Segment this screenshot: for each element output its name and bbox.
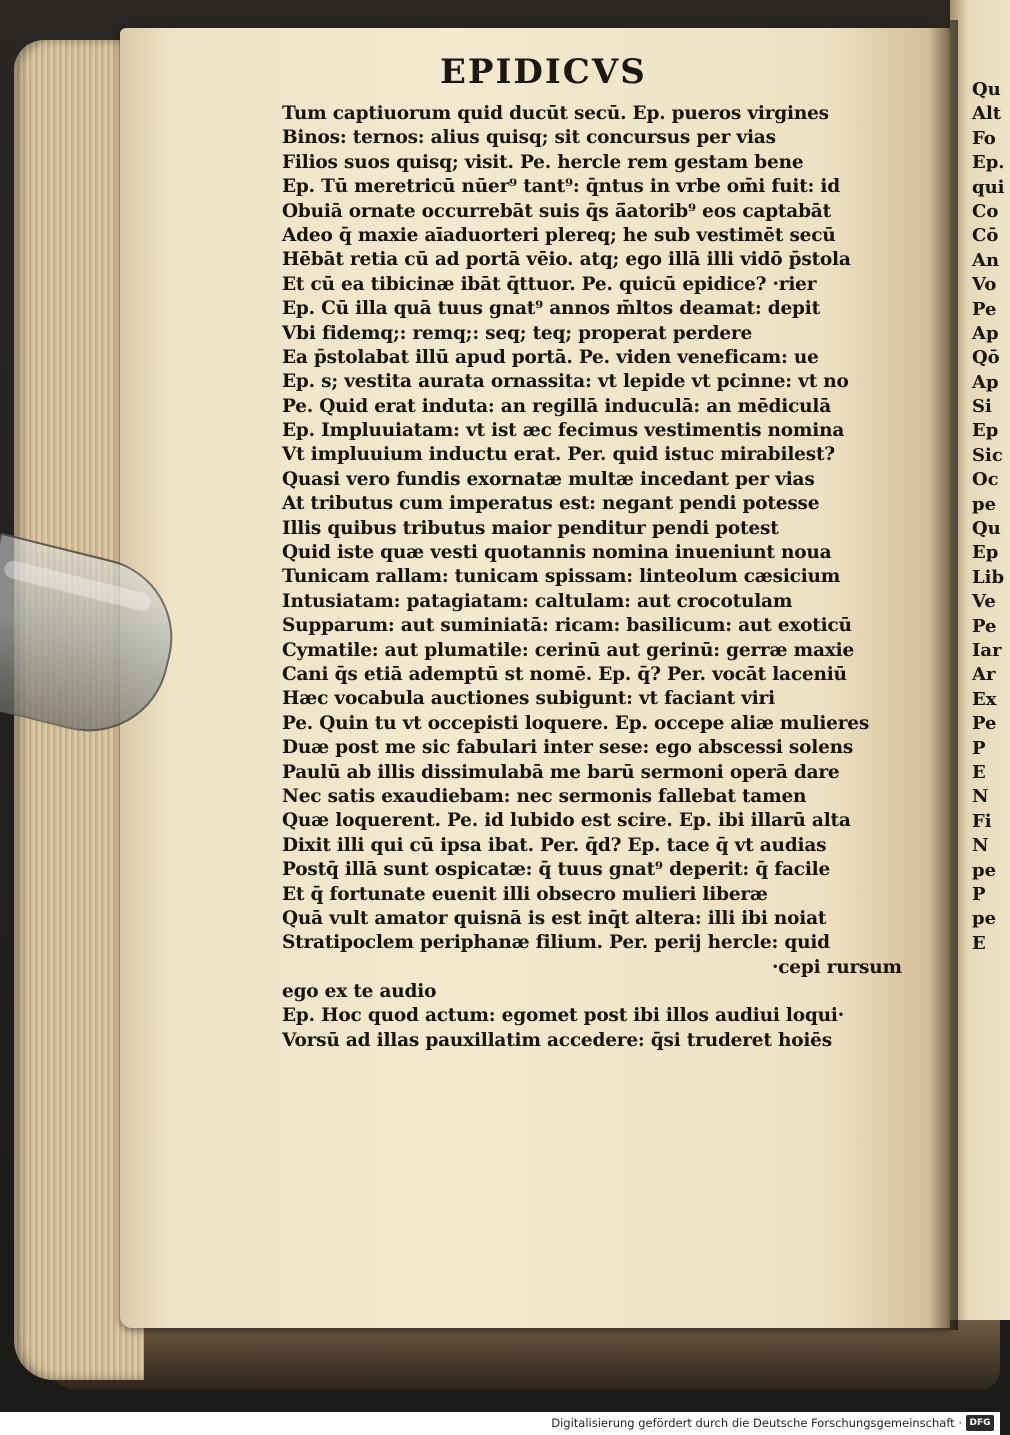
right-page-fragment: pe	[972, 493, 997, 515]
text-line: Vt impluuium inductu erat. Per. quid istuc mirabilest?	[282, 444, 835, 466]
text-line: Quā vult amator quisnā is est inq̄t altera: illi ibi noiat	[282, 907, 827, 929]
right-page-fragment: Sic	[972, 444, 1003, 466]
right-page-fragment: P	[972, 883, 986, 905]
text-line: Cani q̄s etiā ademptū st nomē. Ep. q̄? Per. vocāt laceniū	[282, 663, 847, 685]
text-line: Quæ loquerent. Pe. id lubido est scire. Ep. ibi illarū alta	[282, 810, 851, 832]
text-line: Tunicam rallam: tunicam spissam: linteolum cæsicium	[282, 566, 841, 588]
text-line: Ep. Hoc quod actum: egomet post ibi illos audiui loqui·	[282, 1005, 844, 1027]
text-line: Supparum: aut suminiatā: ricam: basilicum: aut exoticū	[282, 615, 852, 637]
book-bottom-edge	[40, 1320, 1000, 1390]
dfg-logo: DFG	[966, 1415, 994, 1431]
right-page-fragment: E	[972, 932, 986, 954]
right-page-fragment: Ep.	[972, 152, 1005, 174]
text-line: Postq̄ illā sunt ospicatæ: q̄ tuus gnat⁹ deperit: q̄ facile	[282, 859, 831, 881]
text-line: Obuiā ornate occurrebāt suis q̄s ā̄atorib⁹ eos captabāt	[282, 200, 831, 222]
right-page-fragment: Ex	[972, 688, 997, 710]
text-line: Duæ post me sic fabulari inter sese: ego abscessi solens	[282, 737, 854, 759]
right-page-fragment: Cō	[972, 225, 999, 247]
right-page-fragment: Ep	[972, 420, 999, 442]
text-line: Et q̄ fortunate euenit illi obsecro mulieri liberæ	[282, 883, 768, 905]
text-line: Stratipoclem periphanæ filium. Per. perij hercle: quid	[282, 932, 830, 954]
text-line: ·cepi rursum	[772, 956, 902, 978]
text-line: Ea p̄stolabat illū apud portā. Pe. viden veneficam: ue	[282, 346, 819, 368]
text-line: Intusiatam: patagiatam: caltulam: aut crocotulam	[282, 590, 793, 612]
right-page-fragment: qui	[972, 176, 1005, 198]
text-line: Vorsū ad illas pauxillatim accedere: q̄si truderet hoiēs	[282, 1029, 832, 1051]
text-line: ego ex te audio	[282, 981, 437, 1003]
right-page-fragment: Fi	[972, 810, 992, 832]
book-gutter	[928, 20, 958, 1330]
right-page-fragment: Pe	[972, 615, 997, 637]
right-page-fragment: Ve	[972, 591, 996, 613]
text-line: Nec satis exaudiebam: nec sermonis fallebat tamen	[282, 785, 807, 807]
right-page-fragment: N	[972, 835, 989, 857]
right-page-fragment: Ar	[972, 664, 996, 686]
right-page-fragment: E	[972, 761, 986, 783]
right-page-fragment: Alt	[972, 103, 1002, 125]
right-page-fragment: N	[972, 786, 989, 808]
right-page-fragment: Qu	[972, 79, 1001, 100]
right-page-fragment: Oc	[972, 469, 999, 491]
text-line: At tributus cum imperatus est: negant pendi potesse	[282, 493, 820, 515]
running-head: EPIDICVS	[440, 52, 647, 92]
text-line: Quid iste quæ vesti quotannis nomina inueniunt noua	[282, 542, 832, 564]
right-page-fragment: Vo	[972, 274, 997, 296]
text-line: Illis quibus tributus maior penditur pendi potest	[282, 517, 779, 539]
footer-bar	[0, 1412, 1000, 1435]
text-block	[282, 102, 902, 1053]
right-page-fragment: Pe	[972, 713, 997, 735]
right-page-fragment: Ap	[972, 322, 999, 344]
text-line: Ep. Cū illa quā tuus gnat⁹ annos m̄ltos deamat: depit	[282, 298, 820, 320]
text-line: Hēbāt retia cū ad portā vēio. atq; ego illā illi vidō p̄stola	[282, 249, 851, 271]
text-line: Paulū ab illis dissimulabā me barū sermoni operā dare	[282, 761, 840, 783]
text-line: Dixit illi qui cū ipsa ibat. Per. q̄d? Ep. tace q̄ vt audias	[282, 834, 827, 856]
text-line: Cymatile: aut plumatile: cerinū aut gerinū: gerræ maxie	[282, 639, 855, 661]
footer-credit: Digitalisierung gefördert durch die Deutsche Forschungsgemeinschaft ·	[551, 1416, 962, 1430]
text-line: Tum captiuorum quid ducūt secū. Ep. pueros virgines	[282, 103, 829, 124]
text-line: Pe. Quid erat induta: an regillā induculā: an mēdiculā	[282, 395, 832, 417]
right-page-text-fragments	[972, 78, 1005, 956]
text-line: Et cū ea tibicinæ ibāt q̄ttuor. Pe. quicū epidice? ·rier	[282, 273, 817, 295]
text-line: Ep. s; vestita aurata ornassita: vt lepide vt pcinne: vt no	[282, 371, 849, 393]
text-line: Adeo q̄ maxie aīaduorteri plereq; he sub vestimēt secū	[282, 224, 836, 246]
text-line: Filios suos quisq; visit. Pe. hercle rem gestam bene	[282, 151, 804, 173]
text-line: Hæc vocabula auctiones subigunt: vt faciant viri	[282, 688, 775, 710]
right-page-fragment: Fo	[972, 127, 996, 149]
right-page-fragment: An	[972, 249, 1000, 271]
text-line: Ep. Impluuiatam: vt ist æc fecimus vestimentis nomina	[282, 420, 845, 442]
right-page-fragment: Pe	[972, 298, 997, 320]
right-page-fragment: Iar	[972, 639, 1002, 661]
right-page-fragment: Ep	[972, 542, 999, 564]
right-page-fragment: P	[972, 737, 986, 759]
text-line: Ep. Tū meretricū nūer⁹ tant⁹: q̄ntus in vrbe om̄i fuit: id	[282, 176, 840, 198]
right-page-fragment: pe	[972, 859, 997, 881]
text-line: Quasi vero fundis exornatæ multæ incedant per vias	[282, 468, 815, 490]
text-line: Binos: ternos: alius quisq; sit concursus per vias	[282, 127, 776, 149]
text-line: Vbi fidemq;: remq;: seq; teq; properat perdere	[282, 322, 753, 344]
right-page-fragment: Qō	[972, 347, 1000, 369]
right-page-fragment: Lib	[972, 566, 1005, 588]
right-page-fragment: Qu	[972, 518, 1001, 540]
right-page-fragment: Ap	[972, 371, 999, 393]
right-page-fragment: pe	[972, 908, 997, 930]
right-page-fragment: Si	[972, 396, 992, 418]
right-page-fragment: Co	[972, 200, 999, 222]
text-line: Pe. Quin tu vt occepisti loquere. Ep. occepe aliæ mulieres	[282, 712, 870, 734]
